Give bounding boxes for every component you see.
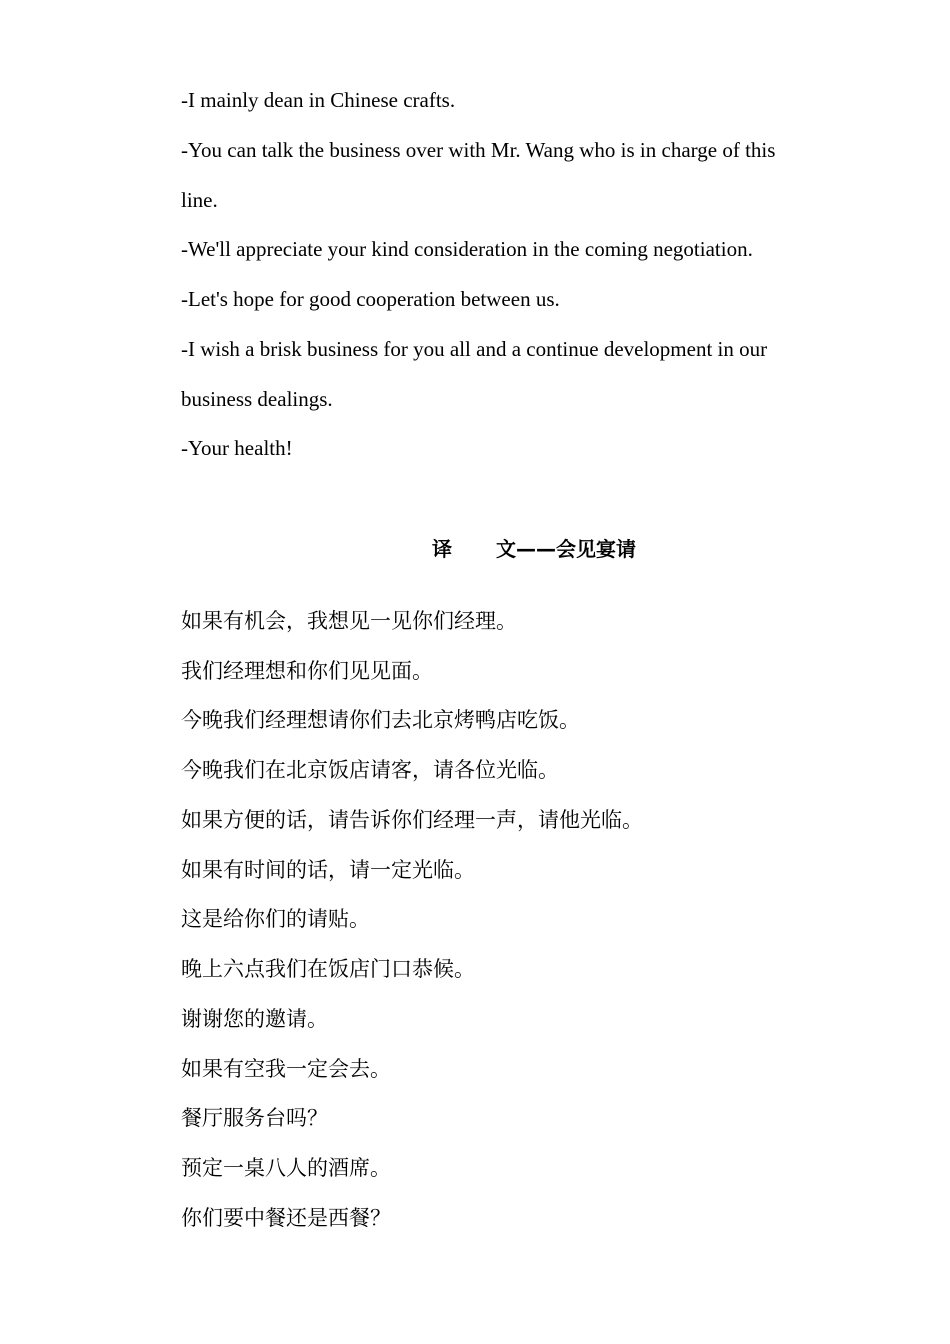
section-title-part2: 文——会见宴请 <box>496 537 636 561</box>
english-line: -Let's hope for good cooperation between us. <box>181 287 560 311</box>
chinese-line: 这是给你们的请贴。 <box>181 907 370 931</box>
chinese-line: 如果有时间的话，请一定光临。 <box>181 858 475 882</box>
chinese-line: 如果方便的话，请告诉你们经理一声，请他光临。 <box>181 808 643 832</box>
english-line: -I mainly dean in Chinese crafts. <box>181 88 456 112</box>
chinese-line: 晚上六点我们在饭店门口恭候。 <box>181 957 475 981</box>
english-line: -Your health! <box>181 436 293 460</box>
chinese-line: 谢谢您的邀请。 <box>181 1007 328 1031</box>
english-line: business dealings. <box>181 387 333 411</box>
chinese-line: 如果有空我一定会去。 <box>181 1057 391 1081</box>
chinese-line: 今晚我们在北京饭店请客，请各位光临。 <box>181 758 559 782</box>
chinese-line: 如果有机会，我想见一见你们经理。 <box>181 609 517 633</box>
chinese-line: 我们经理想和你们见见面。 <box>181 659 433 683</box>
chinese-line: 你们要中餐还是西餐？ <box>181 1206 391 1230</box>
english-line: line. <box>181 188 218 212</box>
chinese-line: 今晚我们经理想请你们去北京烤鸭店吃饭。 <box>181 708 580 732</box>
chinese-line: 餐厅服务台吗？ <box>181 1106 328 1130</box>
english-line: -You can talk the business over with Mr. Wang who is in charge of this <box>181 138 776 162</box>
english-line: -I wish a brisk business for you all and a continue development in our <box>181 337 768 361</box>
chinese-line: 预定一桌八人的酒席。 <box>181 1156 391 1180</box>
section-title <box>432 536 636 562</box>
english-line: -We'll appreciate your kind consideration in the coming negotiation. <box>181 237 753 261</box>
section-title-part1: 译 <box>432 537 452 561</box>
